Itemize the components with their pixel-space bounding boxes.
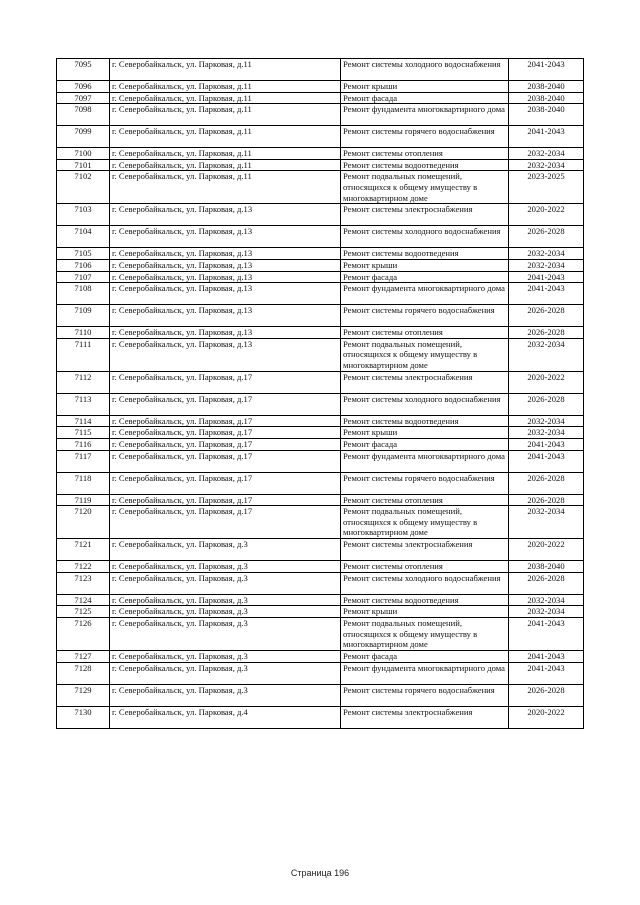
- row-number-cell: 7096: [57, 81, 110, 93]
- address-cell: г. Северобайкальск, ул. Парковая, д.3: [110, 539, 341, 561]
- work-type-cell: Ремонт крыши: [341, 606, 509, 618]
- row-number-cell: 7110: [57, 327, 110, 339]
- table-row: [57, 226, 584, 248]
- row-number-cell: 7111: [57, 338, 110, 371]
- row-number-cell: 7129: [57, 684, 110, 706]
- row-number-cell: 7095: [57, 59, 110, 81]
- work-type-cell: Ремонт системы водоотведения: [341, 415, 509, 427]
- row-number-cell: 7113: [57, 393, 110, 415]
- period-cell: 2026-2028: [509, 684, 584, 706]
- period-cell: 2038-2040: [509, 81, 584, 93]
- work-type-cell: Ремонт крыши: [341, 81, 509, 93]
- address-cell: г. Северобайкальск, ул. Парковая, д.3: [110, 572, 341, 594]
- work-type-cell: Ремонт подвальных помещений, относящихся к общему имуществу в многоквартирном доме: [341, 171, 509, 204]
- table-row: [57, 327, 584, 339]
- repair-schedule-table: [56, 58, 584, 729]
- row-number-cell: 7120: [57, 506, 110, 539]
- table-row: [57, 104, 584, 126]
- table-row: [57, 126, 584, 148]
- period-cell: 2026-2028: [509, 472, 584, 494]
- row-number-cell: 7106: [57, 259, 110, 271]
- address-cell: г. Северобайкальск, ул. Парковая, д.13: [110, 259, 341, 271]
- row-number-cell: 7107: [57, 271, 110, 283]
- row-number-cell: 7099: [57, 126, 110, 148]
- period-cell: 2038-2040: [509, 92, 584, 104]
- table-row: [57, 427, 584, 439]
- period-cell: 2032-2034: [509, 259, 584, 271]
- table-row: [57, 305, 584, 327]
- work-type-cell: Ремонт подвальных помещений, относящихся к общему имуществу в многоквартирном доме: [341, 338, 509, 371]
- page-number: Страница 196: [290, 868, 350, 878]
- period-cell: 2032-2034: [509, 148, 584, 160]
- table-row: [57, 684, 584, 706]
- address-cell: г. Северобайкальск, ул. Парковая, д.13: [110, 271, 341, 283]
- row-number-cell: 7128: [57, 662, 110, 684]
- period-cell: 2041-2043: [509, 650, 584, 662]
- address-cell: г. Северобайкальск, ул. Парковая, д.11: [110, 92, 341, 104]
- row-number-cell: 7122: [57, 561, 110, 573]
- address-cell: г. Северобайкальск, ул. Парковая, д.3: [110, 561, 341, 573]
- work-type-cell: Ремонт крыши: [341, 259, 509, 271]
- address-cell: г. Северобайкальск, ул. Парковая, д.11: [110, 59, 341, 81]
- period-cell: 2032-2034: [509, 159, 584, 171]
- period-cell: 2041-2043: [509, 283, 584, 305]
- address-cell: г. Северобайкальск, ул. Парковая, д.13: [110, 338, 341, 371]
- address-cell: г. Северобайкальск, ул. Парковая, д.13: [110, 248, 341, 260]
- row-number-cell: 7125: [57, 606, 110, 618]
- work-type-cell: Ремонт системы отопления: [341, 561, 509, 573]
- address-cell: г. Северобайкальск, ул. Парковая, д.13: [110, 305, 341, 327]
- work-type-cell: Ремонт системы водоотведения: [341, 248, 509, 260]
- work-type-cell: Ремонт системы горячего водоснабжения: [341, 126, 509, 148]
- table-row: [57, 271, 584, 283]
- work-type-cell: Ремонт фундамента многоквартирного дома: [341, 104, 509, 126]
- period-cell: 2026-2028: [509, 226, 584, 248]
- address-cell: г. Северобайкальск, ул. Парковая, д.17: [110, 506, 341, 539]
- address-cell: г. Северобайкальск, ул. Парковая, д.11: [110, 171, 341, 204]
- work-type-cell: Ремонт фундамента многоквартирного дома: [341, 283, 509, 305]
- work-type-cell: Ремонт системы холодного водоснабжения: [341, 393, 509, 415]
- work-type-cell: Ремонт фасада: [341, 438, 509, 450]
- table-row: [57, 650, 584, 662]
- address-cell: г. Северобайкальск, ул. Парковая, д.17: [110, 427, 341, 439]
- address-cell: г. Северобайкальск, ул. Парковая, д.13: [110, 283, 341, 305]
- work-type-cell: Ремонт системы отопления: [341, 494, 509, 506]
- address-cell: г. Северобайкальск, ул. Парковая, д.17: [110, 450, 341, 472]
- table-row: [57, 148, 584, 160]
- period-cell: 2023-2025: [509, 171, 584, 204]
- table-row: [57, 371, 584, 393]
- table-row: [57, 204, 584, 226]
- table-row: [57, 472, 584, 494]
- work-type-cell: Ремонт системы горячего водоснабжения: [341, 305, 509, 327]
- row-number-cell: 7097: [57, 92, 110, 104]
- table-body: [57, 59, 584, 729]
- row-number-cell: 7117: [57, 450, 110, 472]
- period-cell: 2020-2022: [509, 539, 584, 561]
- period-cell: 2041-2043: [509, 126, 584, 148]
- work-type-cell: Ремонт системы горячего водоснабжения: [341, 684, 509, 706]
- work-type-cell: Ремонт системы холодного водоснабжения: [341, 226, 509, 248]
- work-type-cell: Ремонт системы электроснабжения: [341, 539, 509, 561]
- period-cell: 2032-2034: [509, 415, 584, 427]
- work-type-cell: Ремонт системы холодного водоснабжения: [341, 572, 509, 594]
- period-cell: 2026-2028: [509, 305, 584, 327]
- table-row: [57, 259, 584, 271]
- period-cell: 2026-2028: [509, 327, 584, 339]
- table-row: [57, 438, 584, 450]
- work-type-cell: Ремонт фасада: [341, 271, 509, 283]
- row-number-cell: 7116: [57, 438, 110, 450]
- work-type-cell: Ремонт системы водоотведения: [341, 159, 509, 171]
- table-row: [57, 706, 584, 728]
- row-number-cell: 7124: [57, 594, 110, 606]
- address-cell: г. Северобайкальск, ул. Парковая, д.11: [110, 148, 341, 160]
- period-cell: 2026-2028: [509, 393, 584, 415]
- table-row: [57, 81, 584, 93]
- address-cell: г. Северобайкальск, ул. Парковая, д.13: [110, 327, 341, 339]
- row-number-cell: 7109: [57, 305, 110, 327]
- period-cell: 2032-2034: [509, 338, 584, 371]
- row-number-cell: 7101: [57, 159, 110, 171]
- address-cell: г. Северобайкальск, ул. Парковая, д.3: [110, 650, 341, 662]
- row-number-cell: 7127: [57, 650, 110, 662]
- table-row: [57, 415, 584, 427]
- table-row: [57, 159, 584, 171]
- address-cell: г. Северобайкальск, ул. Парковая, д.17: [110, 371, 341, 393]
- row-number-cell: 7104: [57, 226, 110, 248]
- period-cell: 2032-2034: [509, 506, 584, 539]
- table-row: [57, 606, 584, 618]
- row-number-cell: 7115: [57, 427, 110, 439]
- period-cell: 2032-2034: [509, 606, 584, 618]
- period-cell: 2020-2022: [509, 371, 584, 393]
- address-cell: г. Северобайкальск, ул. Парковая, д.17: [110, 393, 341, 415]
- table-row: [57, 338, 584, 371]
- table-row: [57, 617, 584, 650]
- work-type-cell: Ремонт системы электроснабжения: [341, 706, 509, 728]
- period-cell: 2032-2034: [509, 427, 584, 439]
- row-number-cell: 7121: [57, 539, 110, 561]
- row-number-cell: 7105: [57, 248, 110, 260]
- row-number-cell: 7130: [57, 706, 110, 728]
- work-type-cell: Ремонт системы электроснабжения: [341, 371, 509, 393]
- table-row: [57, 92, 584, 104]
- work-type-cell: Ремонт фундамента многоквартирного дома: [341, 450, 509, 472]
- row-number-cell: 7118: [57, 472, 110, 494]
- work-type-cell: Ремонт фасада: [341, 92, 509, 104]
- table-row: [57, 171, 584, 204]
- address-cell: г. Северобайкальск, ул. Парковая, д.4: [110, 706, 341, 728]
- table-row: [57, 561, 584, 573]
- period-cell: 2026-2028: [509, 572, 584, 594]
- row-number-cell: 7112: [57, 371, 110, 393]
- address-cell: г. Северобайкальск, ул. Парковая, д.17: [110, 415, 341, 427]
- work-type-cell: Ремонт системы водоотведения: [341, 594, 509, 606]
- period-cell: 2038-2040: [509, 104, 584, 126]
- address-cell: г. Северобайкальск, ул. Парковая, д.3: [110, 662, 341, 684]
- period-cell: 2041-2043: [509, 59, 584, 81]
- row-number-cell: 7119: [57, 494, 110, 506]
- period-cell: 2041-2043: [509, 271, 584, 283]
- table-row: [57, 494, 584, 506]
- address-cell: г. Северобайкальск, ул. Парковая, д.17: [110, 494, 341, 506]
- address-cell: г. Северобайкальск, ул. Парковая, д.11: [110, 104, 341, 126]
- work-type-cell: Ремонт системы отопления: [341, 148, 509, 160]
- table-row: [57, 59, 584, 81]
- address-cell: г. Северобайкальск, ул. Парковая, д.13: [110, 204, 341, 226]
- table-row: [57, 662, 584, 684]
- period-cell: 2038-2040: [509, 561, 584, 573]
- period-cell: 2041-2043: [509, 450, 584, 472]
- address-cell: г. Северобайкальск, ул. Парковая, д.17: [110, 438, 341, 450]
- period-cell: 2041-2043: [509, 617, 584, 650]
- row-number-cell: 7103: [57, 204, 110, 226]
- row-number-cell: 7098: [57, 104, 110, 126]
- work-type-cell: Ремонт системы электроснабжения: [341, 204, 509, 226]
- address-cell: г. Северобайкальск, ул. Парковая, д.11: [110, 81, 341, 93]
- address-cell: г. Северобайкальск, ул. Парковая, д.11: [110, 126, 341, 148]
- row-number-cell: 7123: [57, 572, 110, 594]
- table-row: [57, 393, 584, 415]
- table-row: [57, 572, 584, 594]
- period-cell: 2032-2034: [509, 594, 584, 606]
- table-row: [57, 506, 584, 539]
- address-cell: г. Северобайкальск, ул. Парковая, д.3: [110, 684, 341, 706]
- period-cell: 2032-2034: [509, 248, 584, 260]
- address-cell: г. Северобайкальск, ул. Парковая, д.3: [110, 617, 341, 650]
- work-type-cell: Ремонт фасада: [341, 650, 509, 662]
- row-number-cell: 7100: [57, 148, 110, 160]
- period-cell: 2041-2043: [509, 662, 584, 684]
- work-type-cell: Ремонт системы холодного водоснабжения: [341, 59, 509, 81]
- work-type-cell: Ремонт крыши: [341, 427, 509, 439]
- work-type-cell: Ремонт подвальных помещений, относящихся к общему имуществу в многоквартирном доме: [341, 506, 509, 539]
- table-row: [57, 594, 584, 606]
- work-type-cell: Ремонт фундамента многоквартирного дома: [341, 662, 509, 684]
- table-row: [57, 283, 584, 305]
- period-cell: 2026-2028: [509, 494, 584, 506]
- period-cell: 2020-2022: [509, 706, 584, 728]
- row-number-cell: 7102: [57, 171, 110, 204]
- table-row: [57, 248, 584, 260]
- row-number-cell: 7126: [57, 617, 110, 650]
- row-number-cell: 7108: [57, 283, 110, 305]
- table-row: [57, 450, 584, 472]
- period-cell: 2041-2043: [509, 438, 584, 450]
- address-cell: г. Северобайкальск, ул. Парковая, д.17: [110, 472, 341, 494]
- address-cell: г. Северобайкальск, ул. Парковая, д.11: [110, 159, 341, 171]
- period-cell: 2020-2022: [509, 204, 584, 226]
- work-type-cell: Ремонт системы горячего водоснабжения: [341, 472, 509, 494]
- address-cell: г. Северобайкальск, ул. Парковая, д.13: [110, 226, 341, 248]
- row-number-cell: 7114: [57, 415, 110, 427]
- work-type-cell: Ремонт системы отопления: [341, 327, 509, 339]
- address-cell: г. Северобайкальск, ул. Парковая, д.3: [110, 606, 341, 618]
- address-cell: г. Северобайкальск, ул. Парковая, д.3: [110, 594, 341, 606]
- work-type-cell: Ремонт подвальных помещений, относящихся к общему имуществу в многоквартирном доме: [341, 617, 509, 650]
- table-row: [57, 539, 584, 561]
